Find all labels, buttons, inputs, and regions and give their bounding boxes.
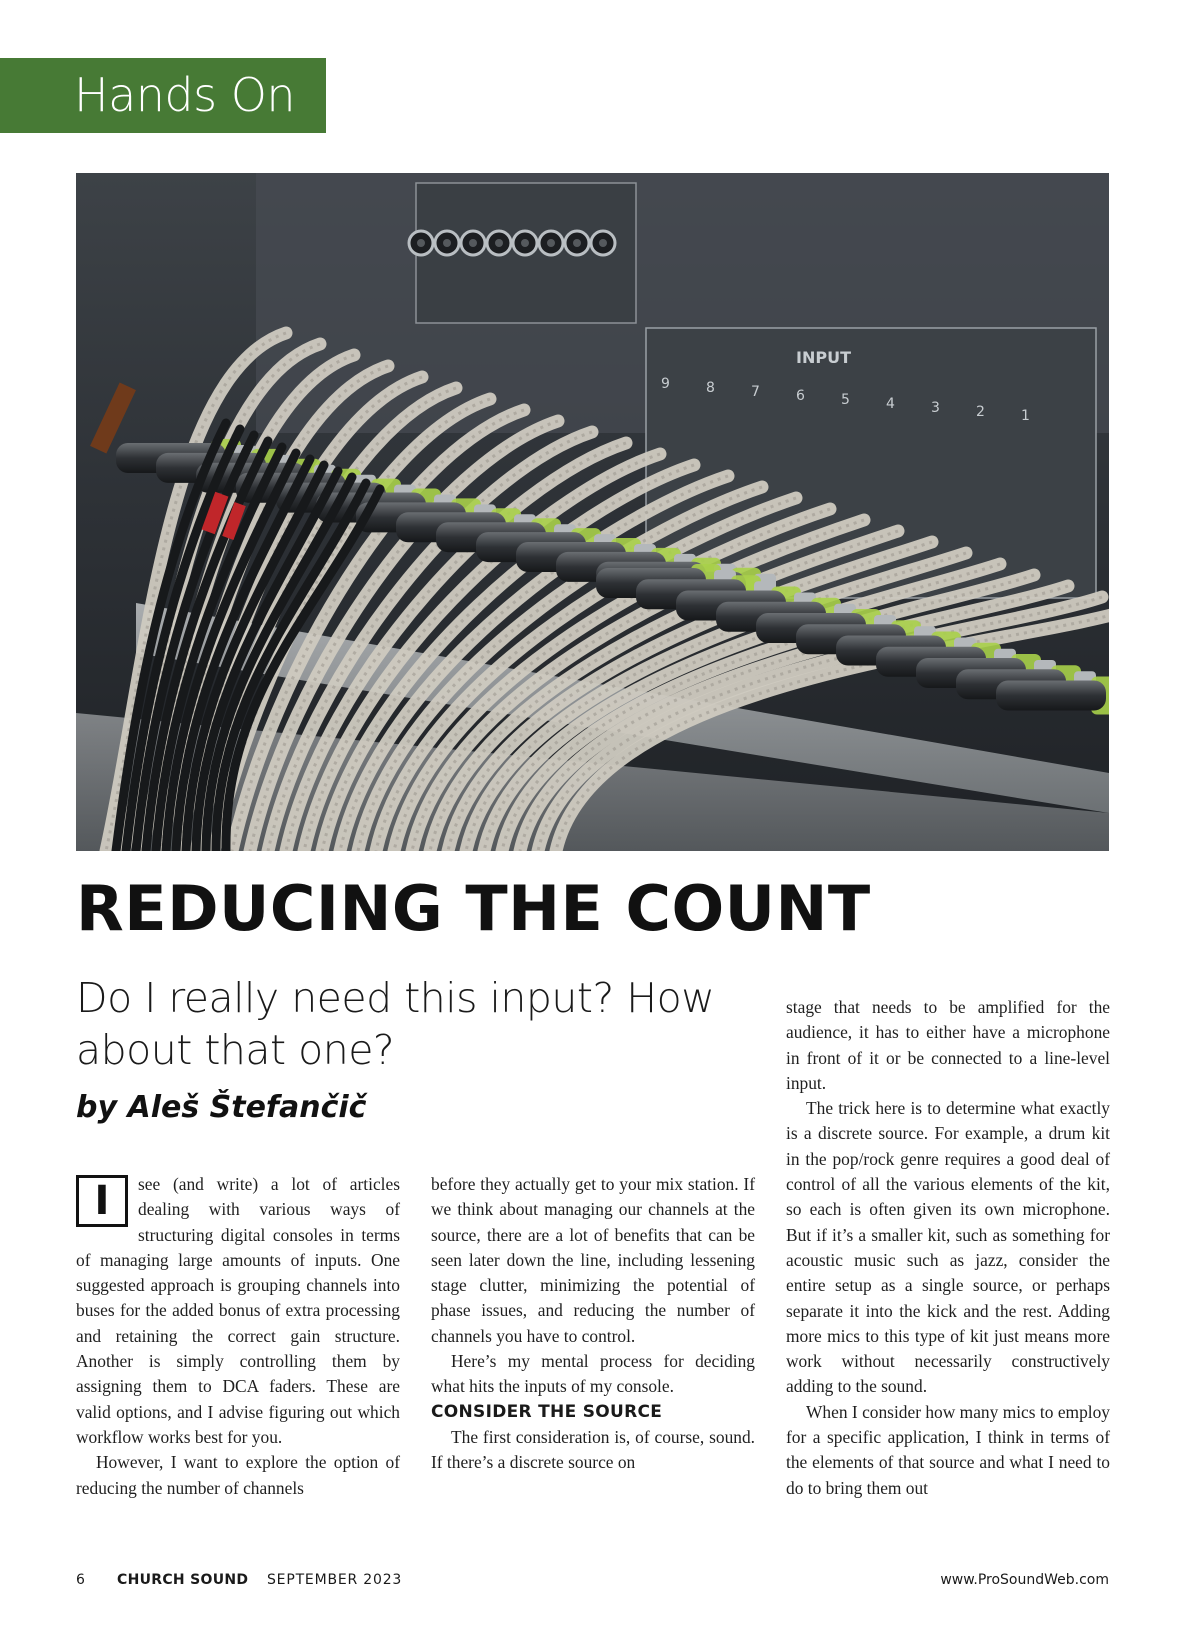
jack-number: 8 xyxy=(706,380,715,396)
jack-number: 7 xyxy=(751,384,760,400)
page-footer xyxy=(76,1572,1109,1594)
paragraph: before they actually get to your mix station. If we think about managing our channels at the source, there are a lot of benefits that can be seen later down the line, including lessening stage clutter, minimizing the potential of phase issues, and reducing the number of channels you have to control. xyxy=(431,1174,755,1346)
website-link[interactable]: www.ProSoundWeb.com xyxy=(940,1572,1109,1588)
paragraph: The first consideration is, of course, sound. If there’s a discrete source on xyxy=(431,1426,755,1472)
jack-number: 3 xyxy=(931,400,940,416)
paragraph: However, I want to explore the option of reducing the number of channels xyxy=(76,1452,400,1498)
jack-number: 4 xyxy=(886,396,895,412)
cable-snake-illustration xyxy=(76,173,1109,851)
page-number: 6 xyxy=(76,1572,85,1588)
jack-number: 1 xyxy=(1021,408,1030,424)
article-byline: by Aleš Štefančič xyxy=(76,1090,367,1125)
article-headline: REDUCING THE COUNT xyxy=(76,872,871,945)
paragraph: Here’s my mental process for deciding what hits the inputs of my console. xyxy=(431,1351,755,1397)
jack-number: 6 xyxy=(796,388,805,404)
section-subhead: CONSIDER THE SOURCE xyxy=(431,1401,663,1422)
hero-photo xyxy=(76,173,1109,851)
paragraph: The trick here is to determine what exactly is a discrete source. For example, a drum kit in the pop/rock genre requires a good deal of control of all the various elements of the kit, so each is often given its own microphone. But if it’s a smaller kit, such as something for acoustic music such as jazz, consider the entire setup as a single source, or perhaps separate it into the kick and the rest. Adding more mics to this type of kit just means more work without necessarily constructively adding to the sound. xyxy=(786,1098,1110,1397)
paragraph: When I consider how many mics to employ for a specific application, I think in terms of the elements of that source and what I need to do to bring them out xyxy=(786,1401,1110,1498)
section-tab: Hands On xyxy=(0,58,326,133)
article-deck: Do I really need this input? How about that one? xyxy=(76,974,715,1074)
article-column-3 xyxy=(786,995,1110,1501)
drop-cap: I xyxy=(76,1175,128,1227)
panel-input-label: INPUT xyxy=(796,348,851,367)
paragraph: stage that needs to be amplified for the audience, it has to either have a microphone in front of it or be connected to a line-level input. xyxy=(786,997,1110,1093)
jack-number: 9 xyxy=(661,376,670,392)
paragraph-text: see (and write) a lot of articles dealing with various ways of structuring digital consoles in terms of managing large amounts of inputs. One suggested approach is grouping channels into buses for the added bonus of extra processing and retaining the correct gain structure. Another is simply controlling them by assigning them to DCA faders. These are valid options, and I advise figuring out which workflow works best for you. xyxy=(76,1174,400,1447)
jack-number: 2 xyxy=(976,404,985,420)
article-column-2 xyxy=(431,1172,755,1475)
issue-date: SEPTEMBER 2023 xyxy=(267,1572,403,1588)
magazine-name: CHURCH SOUND xyxy=(117,1572,249,1588)
paragraph xyxy=(76,1172,400,1450)
jack-number: 5 xyxy=(841,392,850,408)
article-column-1 xyxy=(76,1172,400,1501)
